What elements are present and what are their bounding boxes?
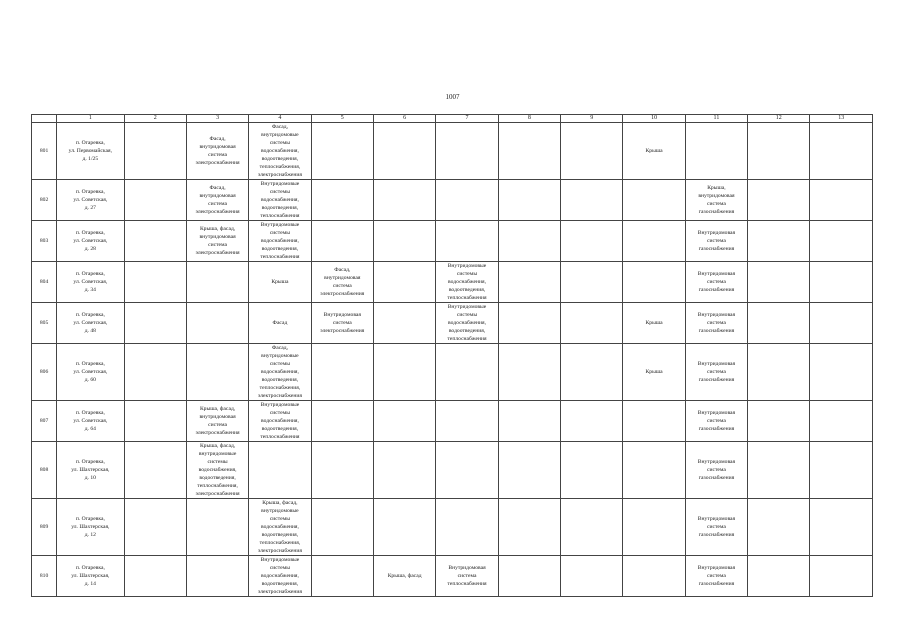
work-type-cell <box>311 180 373 221</box>
work-type-cell: Крыша <box>623 123 685 180</box>
work-type-cell <box>748 180 810 221</box>
work-type-cell: Фасад, внутридомовые системы водоснабжения, водоотведения, теплоснабжения, электроснабжения <box>249 123 311 180</box>
address-cell: п. Огаревка, ул. Советская, д. 60 <box>57 344 124 401</box>
work-type-cell <box>810 499 873 556</box>
work-type-cell <box>311 221 373 262</box>
address-cell: п. Огаревка, ул. Шахтерская, д. 14 <box>57 556 124 597</box>
work-type-cell <box>561 499 623 556</box>
row-number-cell: 803 <box>32 221 57 262</box>
work-type-cell: Внутридомовые системы водоснабжения, водоотведения, теплоснабжения <box>249 180 311 221</box>
work-type-cell: Крыша <box>623 303 685 344</box>
work-type-cell <box>623 499 685 556</box>
work-type-cell: Крыша, фасад, внутридомовая система электроснабжения <box>186 221 248 262</box>
work-type-cell <box>436 180 498 221</box>
work-type-cell <box>498 499 560 556</box>
header-cell: 8 <box>498 115 560 123</box>
work-type-cell <box>124 344 186 401</box>
work-type-cell: Крыша, фасад <box>373 556 435 597</box>
header-cell: 7 <box>436 115 498 123</box>
work-type-cell: Внутридомовые системы водоснабжения, водоотведения, теплоснабжения <box>249 221 311 262</box>
row-number-cell: 808 <box>32 442 57 499</box>
header-cell: 1 <box>57 115 124 123</box>
work-type-cell: Внутридомовая система теплоснабжения <box>436 556 498 597</box>
work-type-cell <box>436 442 498 499</box>
row-number-cell: 807 <box>32 401 57 442</box>
table-row <box>32 180 873 221</box>
work-type-cell <box>498 303 560 344</box>
table-row <box>32 344 873 401</box>
work-type-cell <box>748 123 810 180</box>
work-type-cell <box>561 262 623 303</box>
work-type-cell: Внутридомовая система электроснабжения <box>311 303 373 344</box>
work-type-cell: Крыша, фасад, внутридомовые системы водоснабжения, водоотведения, теплоснабжения, электроснабжения <box>186 442 248 499</box>
work-type-cell: Фасад, внутридомовые системы водоснабжения, водоотведения, теплоснабжения, электроснабжения <box>249 344 311 401</box>
work-type-cell: Внутридомовая система газоснабжения <box>685 401 747 442</box>
work-type-cell <box>124 123 186 180</box>
work-type-cell: Внутридомовая система газоснабжения <box>685 221 747 262</box>
row-number-cell: 804 <box>32 262 57 303</box>
work-type-cell: Фасад, внутридомовая система электроснабжения <box>311 262 373 303</box>
work-type-cell <box>373 401 435 442</box>
work-type-cell <box>186 262 248 303</box>
address-cell: п. Огаревка, ул. Шахтерская, д. 12 <box>57 499 124 556</box>
header-cell: 11 <box>685 115 747 123</box>
table-header-row <box>32 115 873 123</box>
work-type-cell <box>810 180 873 221</box>
work-type-cell: Внутридомовые системы водоснабжения, водоотведения, электроснабжения <box>249 556 311 597</box>
work-type-cell: Крыша, фасад, внутридомовые системы водоснабжения, водоотведения, теплоснабжения, электроснабжения <box>249 499 311 556</box>
work-type-cell <box>373 123 435 180</box>
work-type-cell <box>311 401 373 442</box>
work-type-cell <box>748 344 810 401</box>
work-type-cell <box>498 123 560 180</box>
work-type-cell <box>810 442 873 499</box>
work-type-cell <box>124 303 186 344</box>
work-type-cell <box>436 401 498 442</box>
work-type-cell <box>748 442 810 499</box>
work-type-cell <box>561 180 623 221</box>
work-type-cell <box>124 262 186 303</box>
work-type-cell <box>124 499 186 556</box>
row-number-cell: 806 <box>32 344 57 401</box>
address-cell: п. Огаревка, ул. Первомайская, д. 1/25 <box>57 123 124 180</box>
work-type-cell <box>311 499 373 556</box>
header-cell: 5 <box>311 115 373 123</box>
header-cell: 3 <box>186 115 248 123</box>
work-type-cell <box>373 262 435 303</box>
address-cell: п. Огаревка, ул. Советская, д. 48 <box>57 303 124 344</box>
work-type-cell <box>561 123 623 180</box>
work-type-cell <box>373 344 435 401</box>
header-cell: 6 <box>373 115 435 123</box>
work-type-cell <box>561 221 623 262</box>
work-type-cell <box>623 442 685 499</box>
work-type-cell <box>810 303 873 344</box>
work-type-cell <box>373 442 435 499</box>
work-type-cell <box>561 442 623 499</box>
work-type-cell: Внутридомовая система газоснабжения <box>685 442 747 499</box>
work-type-cell: Фасад, внутридомовая система электроснабжения <box>186 123 248 180</box>
table-body <box>32 123 873 597</box>
address-cell: п. Огаревка, ул. Советская, д. 28 <box>57 221 124 262</box>
work-type-cell <box>810 262 873 303</box>
work-type-cell <box>311 556 373 597</box>
work-type-cell <box>373 499 435 556</box>
work-type-cell: Крыша, внутридомовая система газоснабжения <box>685 180 747 221</box>
capital-repair-table <box>31 114 873 597</box>
address-cell: п. Огаревка, ул. Советская, д. 64 <box>57 401 124 442</box>
address-cell: п. Огаревка, ул. Шахтерская, д. 10 <box>57 442 124 499</box>
row-number-cell: 810 <box>32 556 57 597</box>
work-type-cell: Внутридомовая система газоснабжения <box>685 303 747 344</box>
work-type-cell <box>436 499 498 556</box>
work-type-cell <box>623 556 685 597</box>
work-type-cell: Внутридомовая система газоснабжения <box>685 556 747 597</box>
work-type-cell <box>311 442 373 499</box>
work-type-cell <box>498 556 560 597</box>
address-cell: п. Огаревка, ул. Советская, д. 27 <box>57 180 124 221</box>
work-type-cell <box>186 303 248 344</box>
table-row <box>32 123 873 180</box>
work-type-cell <box>436 344 498 401</box>
work-type-cell <box>498 221 560 262</box>
work-type-cell <box>810 556 873 597</box>
work-type-cell <box>810 401 873 442</box>
table-row <box>32 556 873 597</box>
address-cell: п. Огаревка, ул. Советская, д. 34 <box>57 262 124 303</box>
work-type-cell <box>685 123 747 180</box>
row-number-cell: 805 <box>32 303 57 344</box>
work-type-cell: Внутридомовая система газоснабжения <box>685 344 747 401</box>
page-number: 1007 <box>445 93 460 101</box>
work-type-cell: Крыша <box>249 262 311 303</box>
work-type-cell <box>810 221 873 262</box>
work-type-cell: Внутридомовая система газоснабжения <box>685 262 747 303</box>
header-cell: 4 <box>249 115 311 123</box>
header-cell: 2 <box>124 115 186 123</box>
work-type-cell <box>498 344 560 401</box>
work-type-cell: Фасад, внутридомовая система электроснабжения <box>186 180 248 221</box>
work-type-cell <box>748 556 810 597</box>
work-type-cell <box>561 303 623 344</box>
header-cell: 9 <box>561 115 623 123</box>
header-cell: 13 <box>810 115 873 123</box>
work-type-cell: Фасад <box>249 303 311 344</box>
table-row <box>32 262 873 303</box>
work-type-cell <box>561 401 623 442</box>
header-cell: 12 <box>748 115 810 123</box>
work-type-cell <box>186 499 248 556</box>
work-type-cell <box>373 221 435 262</box>
work-type-cell <box>124 180 186 221</box>
work-type-cell <box>498 442 560 499</box>
work-type-cell <box>748 303 810 344</box>
work-type-cell <box>373 180 435 221</box>
work-type-cell <box>124 442 186 499</box>
work-type-cell <box>810 344 873 401</box>
table-row <box>32 401 873 442</box>
row-number-cell: 801 <box>32 123 57 180</box>
row-number-cell: 802 <box>32 180 57 221</box>
table-row <box>32 303 873 344</box>
work-type-cell <box>186 344 248 401</box>
work-type-cell <box>498 401 560 442</box>
header-cell-blank <box>32 115 57 123</box>
work-type-cell <box>373 303 435 344</box>
header-cell: 10 <box>623 115 685 123</box>
work-type-cell: Внутридомовые системы водоснабжения, водоотведения, теплоснабжения <box>249 401 311 442</box>
work-type-cell <box>124 556 186 597</box>
work-type-cell <box>186 556 248 597</box>
work-type-cell <box>436 123 498 180</box>
work-type-cell <box>124 221 186 262</box>
work-type-cell <box>748 401 810 442</box>
table-row <box>32 499 873 556</box>
work-type-cell <box>748 262 810 303</box>
work-type-cell <box>623 262 685 303</box>
work-type-cell <box>623 401 685 442</box>
work-type-cell <box>498 262 560 303</box>
work-type-cell <box>436 221 498 262</box>
work-type-cell <box>498 180 560 221</box>
work-type-cell <box>124 401 186 442</box>
work-type-cell: Внутридомовые системы водоснабжения, водоотведения, теплоснабжения <box>436 303 498 344</box>
work-type-cell <box>249 442 311 499</box>
work-type-cell <box>748 499 810 556</box>
work-type-cell <box>623 180 685 221</box>
work-type-cell <box>623 221 685 262</box>
work-type-cell: Крыша, фасад, внутридомовая система электроснабжения <box>186 401 248 442</box>
work-type-cell: Внутридомовые системы водоснабжения, водоотведения, теплоснабжения <box>436 262 498 303</box>
work-type-cell: Крыша <box>623 344 685 401</box>
work-type-cell <box>748 221 810 262</box>
work-type-cell <box>311 123 373 180</box>
work-type-cell <box>561 556 623 597</box>
work-type-cell: Внутридомовая система газоснабжения <box>685 499 747 556</box>
row-number-cell: 809 <box>32 499 57 556</box>
table-row <box>32 442 873 499</box>
table-row <box>32 221 873 262</box>
work-type-cell <box>810 123 873 180</box>
work-type-cell <box>561 344 623 401</box>
work-type-cell <box>311 344 373 401</box>
